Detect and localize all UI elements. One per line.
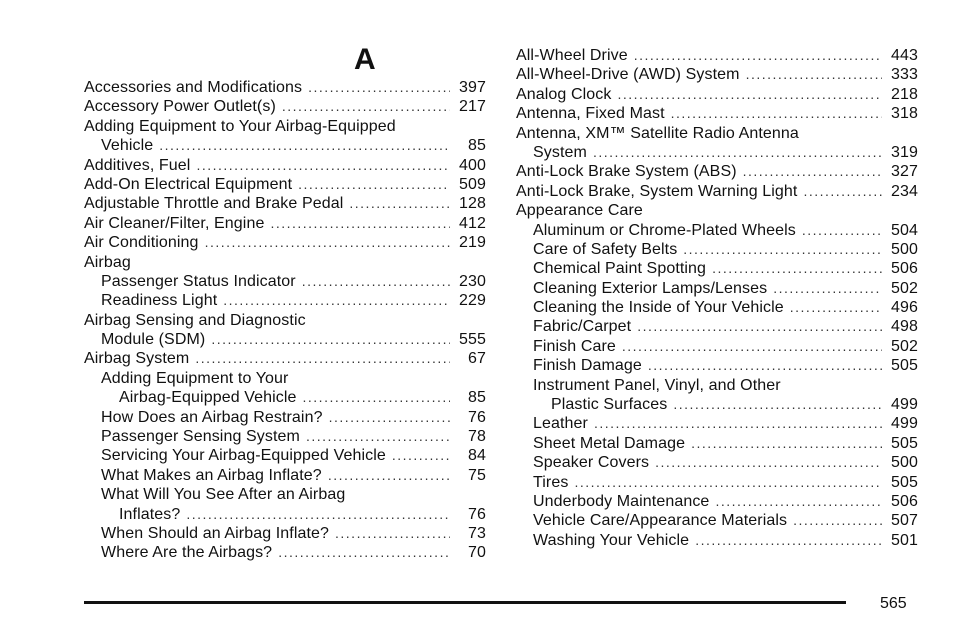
index-entry — [516, 356, 918, 375]
index-entry-page: 506 — [891, 260, 918, 278]
index-entry-label: Inflates? — [119, 505, 181, 523]
index-entry-page: 73 — [468, 524, 486, 542]
index-entry-label: How Does an Airbag Restrain? — [101, 408, 323, 426]
index-entry-label: Finish Care — [533, 337, 616, 355]
index-entry-label: What Makes an Airbag Inflate? — [101, 466, 322, 484]
index-entry-label: Readiness Light — [101, 292, 218, 310]
dot-leader — [306, 427, 450, 446]
footer-rule — [84, 601, 846, 604]
index-entry-label: Vehicle Care/Appearance Materials — [533, 512, 788, 530]
page-number: 565 — [880, 595, 907, 612]
index-entry — [84, 524, 486, 543]
dot-leader — [695, 531, 882, 550]
index-entry — [84, 253, 486, 272]
dot-leader — [746, 65, 882, 84]
dot-leader — [673, 395, 882, 414]
index-entry-label: Air Conditioning — [84, 234, 199, 252]
index-entry-page: 499 — [891, 396, 918, 414]
index-entry — [516, 182, 918, 201]
index-entry — [516, 531, 918, 550]
index-entry — [84, 175, 486, 194]
index-entry-label: Where Are the Airbags? — [101, 544, 273, 562]
dot-leader — [683, 240, 882, 259]
index-entry — [516, 298, 918, 317]
index-entry — [516, 395, 918, 414]
index-entry-label: Adjustable Throttle and Brake Pedal — [84, 195, 344, 213]
dot-leader — [186, 505, 450, 524]
index-entry-page: 502 — [891, 279, 918, 297]
index-entry — [84, 78, 486, 97]
index-entry — [516, 46, 918, 65]
index-entry-page: 318 — [891, 105, 918, 123]
index-entry — [84, 233, 486, 252]
index-entry-page: 217 — [459, 98, 486, 116]
index-entry — [84, 97, 486, 116]
index-entry-page: 509 — [459, 175, 486, 193]
index-entry — [516, 85, 918, 104]
index-entry — [84, 466, 486, 485]
dot-leader — [278, 543, 450, 562]
dot-leader — [159, 136, 450, 155]
index-entry — [516, 511, 918, 530]
index-entry-label: Add-On Electrical Equipment — [84, 175, 293, 193]
index-entry-label: Adding Equipment to Your — [101, 369, 289, 387]
index-entry-label: What Will You See After an Airbag — [101, 486, 346, 504]
index-entry — [84, 117, 486, 136]
index-entry — [516, 104, 918, 123]
index-entry — [84, 272, 486, 291]
index-entry — [84, 156, 486, 175]
dot-leader — [617, 85, 882, 104]
index-entry — [516, 221, 918, 240]
index-entry — [516, 492, 918, 511]
index-entry — [84, 349, 486, 368]
index-entry — [84, 388, 486, 407]
index-entry-label: Passenger Sensing System — [101, 428, 300, 446]
index-entry-label: Airbag-Equipped Vehicle — [119, 389, 297, 407]
dot-leader — [593, 143, 882, 162]
index-entry-page: 67 — [468, 350, 486, 368]
index-entry-page: 496 — [891, 299, 918, 317]
index-entry-label: Care of Safety Belts — [533, 240, 678, 258]
index-entry-page: 443 — [891, 47, 918, 64]
index-entry — [516, 65, 918, 84]
index-entry-page: 505 — [891, 434, 918, 452]
dot-leader — [671, 104, 882, 123]
index-entry-page: 234 — [891, 182, 918, 200]
dot-leader — [328, 466, 450, 485]
index-entry — [516, 143, 918, 162]
index-entries-right — [516, 46, 918, 550]
index-entry — [516, 434, 918, 453]
dot-leader — [303, 388, 450, 407]
index-entry — [516, 453, 918, 472]
dot-leader — [302, 272, 450, 291]
index-entry-label: Appearance Care — [516, 202, 643, 220]
index-entry-label: When Should an Airbag Inflate? — [101, 524, 330, 542]
index-entry — [84, 311, 486, 330]
dot-leader — [637, 317, 882, 336]
dot-leader — [223, 291, 450, 310]
index-entry-label: Airbag — [84, 253, 131, 271]
index-entry — [84, 194, 486, 213]
index-entry-label: Leather — [533, 415, 588, 433]
index-entry-page: 76 — [468, 505, 486, 523]
index-entry-page: 219 — [459, 234, 486, 252]
dot-leader — [793, 511, 882, 530]
index-entry — [516, 240, 918, 259]
index-entry-page: 498 — [891, 318, 918, 336]
index-entry-label: Module (SDM) — [101, 331, 206, 349]
index-entry — [516, 376, 918, 395]
index-entry-page: 319 — [891, 143, 918, 161]
index-entry-label: All-Wheel-Drive (AWD) System — [516, 66, 740, 84]
index-entries-left — [84, 78, 486, 563]
index-entry — [84, 330, 486, 349]
index-entry-label: Accessory Power Outlet(s) — [84, 98, 276, 116]
index-entry-label: Plastic Surfaces — [551, 396, 668, 414]
index-entry-label: Additives, Fuel — [84, 156, 191, 174]
index-entry-label: Tires — [533, 473, 569, 491]
index-entry-label: Adding Equipment to Your Airbag-Equipped — [84, 117, 396, 135]
index-entry-page: 505 — [891, 357, 918, 375]
index-entry-label: Washing Your Vehicle — [533, 531, 690, 549]
dot-leader — [715, 492, 882, 511]
section-letter: A — [354, 43, 376, 76]
dot-leader — [205, 233, 450, 252]
index-entry — [84, 369, 486, 388]
index-entry-page: 76 — [468, 408, 486, 426]
dot-leader — [329, 408, 450, 427]
index-entry-page: 218 — [891, 85, 918, 103]
index-entry-label: Passenger Status Indicator — [101, 272, 296, 290]
index-entry-page: 85 — [468, 137, 486, 155]
dot-leader — [308, 78, 450, 97]
dot-leader — [392, 446, 450, 465]
index-entry-label: Sheet Metal Damage — [533, 434, 686, 452]
index-entry-label: Anti-Lock Brake, System Warning Light — [516, 182, 798, 200]
index-entry — [516, 259, 918, 278]
index-entry — [516, 337, 918, 356]
index-entry-label: Aluminum or Chrome-Plated Wheels — [533, 221, 796, 239]
dot-leader — [195, 349, 450, 368]
index-entry — [84, 446, 486, 465]
dot-leader — [335, 524, 450, 543]
index-entry-label: Antenna, Fixed Mast — [516, 105, 665, 123]
index-entry-page: 502 — [891, 337, 918, 355]
index-entry-label: Airbag System — [84, 350, 190, 368]
index-entry-page: 84 — [468, 447, 486, 465]
index-entry-label: Fabric/Carpet — [533, 318, 632, 336]
index-entry-label: Anti-Lock Brake System (ABS) — [516, 163, 737, 181]
index-entry-label: Cleaning Exterior Lamps/Lenses — [533, 279, 768, 297]
index-entry-label: Speaker Covers — [533, 454, 650, 472]
index-entry-page: 501 — [891, 531, 918, 549]
index-entry-label: All-Wheel Drive — [516, 47, 628, 64]
dot-leader — [634, 46, 882, 65]
index-entry-label: Finish Damage — [533, 357, 642, 375]
index-entry — [84, 543, 486, 562]
index-entry-label: Underbody Maintenance — [533, 492, 710, 510]
dot-leader — [743, 162, 882, 181]
index-entry — [84, 136, 486, 155]
index-entry — [84, 408, 486, 427]
index-entry-page: 70 — [468, 544, 486, 562]
index-entry-label: Accessories and Modifications — [84, 79, 303, 96]
index-entry-page: 128 — [459, 195, 486, 213]
dot-leader — [790, 298, 882, 317]
index-entry-page: 397 — [459, 79, 486, 96]
dot-leader — [574, 473, 882, 492]
index-entry-label: Servicing Your Airbag-Equipped Vehicle — [101, 447, 386, 465]
dot-leader — [802, 221, 882, 240]
index-entry-page: 555 — [459, 331, 486, 349]
index-entry-page: 229 — [459, 292, 486, 310]
index-entry-page: 75 — [468, 466, 486, 484]
index-entry-page: 500 — [891, 240, 918, 258]
index-entry-page: 412 — [459, 214, 486, 232]
index-entry-label: Analog Clock — [516, 85, 612, 103]
index-entry-label: Instrument Panel, Vinyl, and Other — [533, 376, 781, 394]
index-entry-label: Chemical Paint Spotting — [533, 260, 707, 278]
index-entry — [516, 414, 918, 433]
index-entry-label: System — [533, 143, 587, 161]
dot-leader — [712, 259, 882, 278]
dot-leader — [594, 414, 882, 433]
index-entry-label: Antenna, XM™ Satellite Radio Antenna — [516, 124, 799, 142]
index-entry-page: 504 — [891, 221, 918, 239]
dot-leader — [803, 182, 882, 201]
index-entry-page: 230 — [459, 272, 486, 290]
index-entry-page: 333 — [891, 66, 918, 84]
index-entry-page: 500 — [891, 454, 918, 472]
index-entry-page: 499 — [891, 415, 918, 433]
index-entry — [516, 124, 918, 143]
index-entry — [516, 317, 918, 336]
index-entry-label: Airbag Sensing and Diagnostic — [84, 311, 306, 329]
dot-leader — [622, 337, 882, 356]
index-entry-page: 505 — [891, 473, 918, 491]
index-entry-page: 78 — [468, 428, 486, 446]
dot-leader — [349, 194, 450, 213]
dot-leader — [196, 156, 450, 175]
dot-leader — [691, 434, 882, 453]
index-entry-page: 327 — [891, 163, 918, 181]
index-entry — [516, 201, 918, 220]
dot-leader — [282, 97, 450, 116]
index-entry — [516, 162, 918, 181]
index-entry — [84, 485, 486, 504]
index-entry — [84, 291, 486, 310]
index-entry — [84, 214, 486, 233]
index-entry — [84, 427, 486, 446]
index-entry-page: 85 — [468, 389, 486, 407]
dot-leader — [211, 330, 450, 349]
index-entry-page: 507 — [891, 512, 918, 530]
index-entry — [84, 505, 486, 524]
index-entry-page: 400 — [459, 156, 486, 174]
index-entry-label: Air Cleaner/Filter, Engine — [84, 214, 265, 232]
index-entry-page: 506 — [891, 492, 918, 510]
dot-leader — [648, 356, 882, 375]
dot-leader — [298, 175, 450, 194]
index-entry-label: Vehicle — [101, 137, 154, 155]
index-entry — [516, 473, 918, 492]
dot-leader — [773, 279, 882, 298]
dot-leader — [655, 453, 882, 472]
index-entry — [516, 279, 918, 298]
index-entry-label: Cleaning the Inside of Your Vehicle — [533, 299, 784, 317]
dot-leader — [270, 214, 450, 233]
